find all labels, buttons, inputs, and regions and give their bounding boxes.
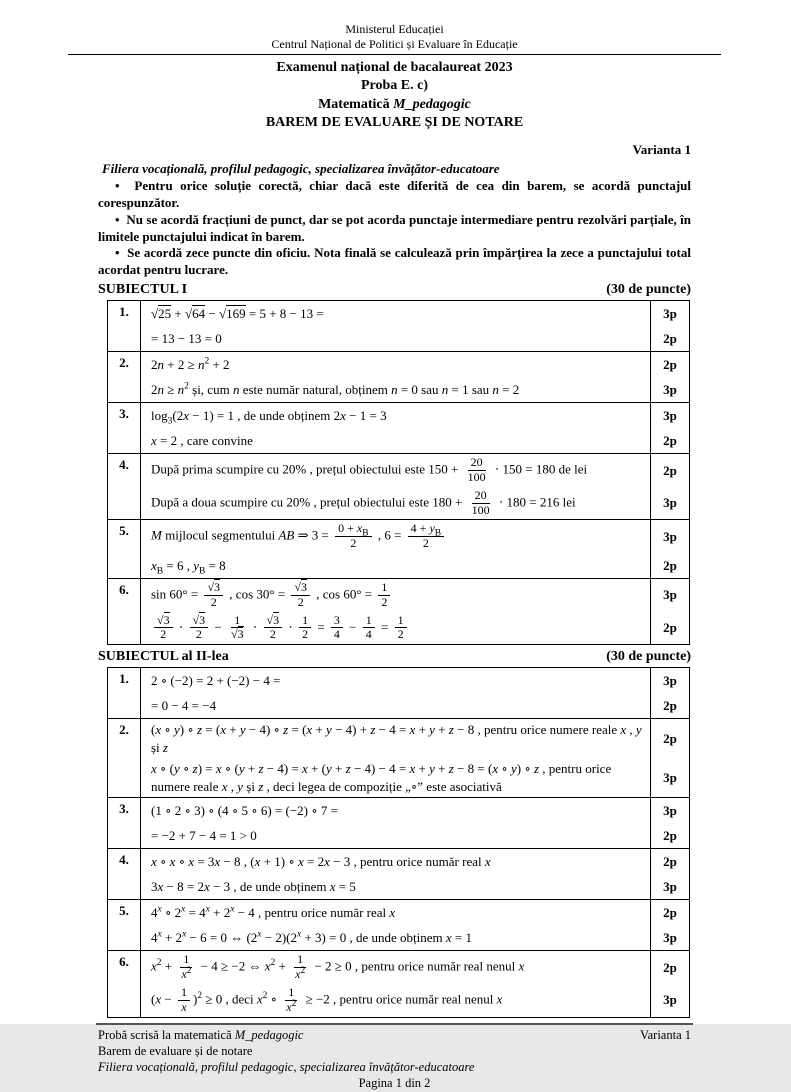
footer-variant: Varianta 1 [639, 1027, 691, 1042]
points-value: 2p [650, 823, 689, 848]
row-lines [141, 352, 689, 402]
bullet-item [98, 245, 691, 279]
points-value: 2p [650, 719, 689, 758]
points-value: 3p [650, 925, 689, 950]
row-lines [141, 900, 689, 950]
formula: 2 ∘ (−2) = 2 + (−2) − 4 = [151, 672, 281, 688]
row-lines [141, 403, 689, 453]
section-header-1 [98, 282, 691, 298]
ministry-line-2: Centrul Național de Politici și Evaluare în Educație [271, 37, 518, 51]
rubric-line [141, 326, 689, 351]
row-number: 2. [108, 719, 141, 797]
row-number: 6. [108, 579, 141, 644]
row-number: 1. [108, 301, 141, 351]
points-value: 3p [650, 798, 689, 823]
bullet-text: Pentru orice soluție corectă, chiar dacă este diferită de cea din barem, se acordă punctajul corespunzător. [98, 177, 691, 210]
table-row [108, 900, 689, 951]
formula: √25 + √64 − √169 = 5 + 8 − 13 = [151, 305, 324, 321]
formula: $\log_3(2x - 1) = 1$ , de unde obținem 2x − 1 = 3 [151, 407, 387, 427]
points-value: 2p [650, 553, 689, 578]
page-footer [98, 1027, 691, 1092]
bullet-item [98, 178, 691, 212]
footer-barem: Barem de evaluare și de notare [98, 1043, 253, 1058]
formula: $4^x + 2^x - 6 = 0$ ⇔ $(2^x - 2)(2^x + 3) = 0$ , de unde obținem x = 1 [151, 929, 472, 946]
rubric-line [141, 612, 689, 645]
row-number: 4. [108, 454, 141, 519]
table-row [108, 454, 689, 520]
rubric-line [141, 301, 689, 326]
points-value: 3p [650, 668, 689, 693]
row-lines [141, 668, 689, 718]
formula: 4$^x$ ∘ $2^x = 4^x + 2^x - 4$ , pentru orice număr real x [151, 904, 396, 921]
rubric-line [141, 403, 689, 428]
formula: $\frac{√3}{2}$ ⋅ $\frac{√3}{2}$ − $\frac{1}{√3}$ ⋅ $\frac{√3}{2}$ ⋅ $\frac{1}{2}$ = $\frac{3}{4}$ − $\frac{1}{4}$ = $\frac{1}{2}$ [141, 612, 650, 645]
footer-exam-subject: M_pedagogic [234, 1027, 304, 1042]
formula: = 0 − 4 = −4 [151, 697, 217, 713]
points-value: 2p [650, 352, 689, 377]
rubric-line [141, 758, 689, 797]
ministry-header [98, 22, 691, 52]
bullet-marker: • [115, 177, 120, 193]
rubric-line [141, 487, 689, 520]
row-number: 5. [108, 520, 141, 578]
formula: $x^2$ + $\frac{1}{x^2}$ − 4 ≥ −2 ⇔ $x^2$ + $\frac{1}{x^2}$ − 2 ≥ 0 , pentru orice număr real nenul x [151, 952, 525, 982]
bullet-marker: • [115, 245, 120, 261]
formula: (1 ∘ 2 ∘ 3) ∘ (4 ∘ 5 ∘ 6) = (−2) ∘ 7 = [151, 803, 338, 819]
points-value: 3p [650, 403, 689, 428]
formula: x ∘ (y ∘ z) = x ∘ (y + z − 4) = x + (y + z − 4) − 4 = x + y + z − 8 = (x ∘ y) ∘ z , pentru orice numere reale x , y și z , deci legea de compoziție „∘” este asociativă [151, 761, 612, 794]
rubric-line [141, 454, 689, 487]
rubric-line [141, 951, 689, 984]
points-value: 2p [650, 849, 689, 874]
footer-filiera: Filiera vocațională, profilul pedagogic, specializarea învățător-educatoare [98, 1060, 475, 1075]
points-value: 3p [650, 487, 689, 520]
rubric-line [141, 925, 689, 950]
points-value: 3p [650, 758, 689, 797]
bullet-item [98, 212, 691, 246]
row-number: 3. [108, 403, 141, 453]
exam-subject-code: M_pedagogic [393, 96, 471, 112]
footer-exam-prefix: Probă scrisă la matematică [98, 1027, 235, 1042]
filiera-note: Filiera vocațională, profilul pedagogic, specializarea învățător-educatoare [102, 160, 500, 176]
exam-title: Examenul național de bacalaureat 2023 [276, 60, 513, 75]
points-value: 2p [650, 693, 689, 718]
barem-title: BAREM DE EVALUARE ȘI DE NOTARE [265, 115, 524, 131]
table-row [108, 352, 689, 403]
rubric-line [141, 693, 689, 718]
points-value: 3p [650, 874, 689, 899]
points-value: 3p [650, 377, 689, 402]
section-title: SUBIECTUL al II-lea [98, 649, 229, 665]
section-points: (30 de puncte) [606, 282, 691, 298]
rubric-line [141, 984, 689, 1017]
points-value: 2p [650, 454, 689, 487]
table-row [108, 579, 689, 644]
rubric-line [141, 352, 689, 377]
formula: = 13 − 13 = 0 [151, 330, 222, 346]
rubric-line [141, 377, 689, 402]
table-row [108, 798, 689, 849]
row-number: 5. [108, 900, 141, 950]
section-title: SUBIECTUL I [98, 282, 188, 298]
formula: = −2 + 7 − 4 = 1 > 0 [151, 828, 257, 844]
bullet-marker: • [115, 211, 120, 227]
points-value: 2p [650, 428, 689, 453]
exam-subject-prefix: Matematică [318, 96, 394, 112]
formula: După prima scumpire cu 20% , prețul obiectului este 150 + $\frac{20}{100}$ ⋅ 150 = 180 de lei [151, 455, 588, 485]
formula: (x ∘ y) ∘ z = (x + y − 4) ∘ z = (x + y − 4) + z − 4 = x + y + z − 8 , pentru orice numere reale x , y și z [151, 722, 642, 755]
points-value: 2p [650, 900, 689, 925]
rubric-line [141, 553, 689, 578]
bullet-text: Se acordă zece puncte din oficiu. Nota finală se calculează prin împărțirea la zece a punctajului total acordat pentru lucrare. [98, 245, 691, 278]
formula: $x_B = 6$ , $y_B = 8$ [151, 557, 226, 577]
header-divider [68, 54, 721, 55]
points-value: 3p [650, 520, 689, 553]
row-number: 2. [108, 352, 141, 402]
rubric-line [141, 579, 689, 612]
table-row [108, 719, 689, 798]
bullet-text: Nu se acordă fracțiuni de punct, dar se pot acorda punctaje intermediare pentru rezolvări parțiale, în limitele punctajului indicat în barem. [98, 211, 692, 244]
rubric-line [141, 823, 689, 848]
rubric-line [141, 798, 689, 823]
row-lines [141, 719, 689, 797]
rubric-line [141, 874, 689, 899]
row-number: 6. [108, 951, 141, 1016]
formula: (x − $\frac{1}{x}$ )$^2$ ≥ 0 , deci $x^2$ ∘ $\frac{1}{x^2}$ ≥ −2 , pentru orice număr real nenul x [151, 984, 503, 1014]
points-value: 2p [650, 326, 689, 351]
table-row [108, 668, 689, 719]
formula: x ∘ x ∘ x = 3x − 8 , (x + 1) ∘ x = 2x − 3 , pentru orice număr real x [151, 854, 491, 870]
rubric-line [141, 520, 689, 553]
formula: $2n + 2 \ge n^2 + 2$ [151, 356, 230, 372]
table-row [108, 403, 689, 454]
footer-exam-name [98, 1027, 303, 1043]
points-value: 3p [650, 301, 689, 326]
formula: M mijlocul segmentului AB ⇒ 3 = $\frac{0 + x_B}{2}$ , 6 = $\frac{4 + y_B}{2}$ [141, 520, 650, 553]
points-value: 2p [650, 951, 689, 984]
points-value: 3p [650, 984, 689, 1017]
formula: sin 60° = $\frac{√3}{2}$ , cos 30° = $\frac{√3}{2}$ , cos 60° = $\frac{1}{2}$ [141, 579, 650, 612]
row-number: 1. [108, 668, 141, 718]
row-lines [141, 454, 689, 519]
footer-divider [96, 1023, 693, 1025]
row-lines [141, 798, 689, 848]
rubric-line [141, 668, 689, 693]
row-lines [141, 849, 689, 899]
row-number: 3. [108, 798, 141, 848]
rubric-line [141, 719, 689, 758]
table-row [108, 951, 689, 1016]
rubric-table-2 [107, 667, 690, 1017]
section-points: (30 de puncte) [606, 649, 691, 665]
title-block [98, 59, 691, 133]
table-row [108, 301, 689, 352]
footer-page: Pagina 1 din 2 [358, 1076, 431, 1091]
section-header-2 [98, 649, 691, 665]
rubric-line [141, 428, 689, 453]
formula: x = 2 , care convine [151, 432, 253, 448]
row-lines [141, 951, 689, 1016]
exam-subject [98, 96, 691, 114]
variant-label: Varianta 1 [632, 141, 691, 157]
row-lines [141, 520, 689, 578]
ministry-line-1: Ministerul Educației [345, 22, 444, 36]
row-lines [141, 579, 689, 644]
exam-proba: Proba E. c) [360, 78, 428, 94]
rubric-table-1 [107, 300, 690, 645]
points-value: 2p [650, 612, 689, 645]
rubric-line [141, 900, 689, 925]
points-value: 3p [650, 579, 689, 612]
row-lines [141, 301, 689, 351]
table-row [108, 520, 689, 579]
formula: $2n \ge n^2$ și, cum n este număr natural, obținem n = 0 sau n = 1 sau n = 2 [151, 381, 520, 397]
row-number: 4. [108, 849, 141, 899]
rubric-line [141, 849, 689, 874]
formula: După a doua scumpire cu 20% , prețul obiectului este 180 + $\frac{20}{100}$ ⋅ 180 = 216 lei [151, 487, 576, 517]
formula: 3x − 8 = 2x − 3 , de unde obținem x = 5 [151, 879, 356, 895]
table-row [108, 849, 689, 900]
